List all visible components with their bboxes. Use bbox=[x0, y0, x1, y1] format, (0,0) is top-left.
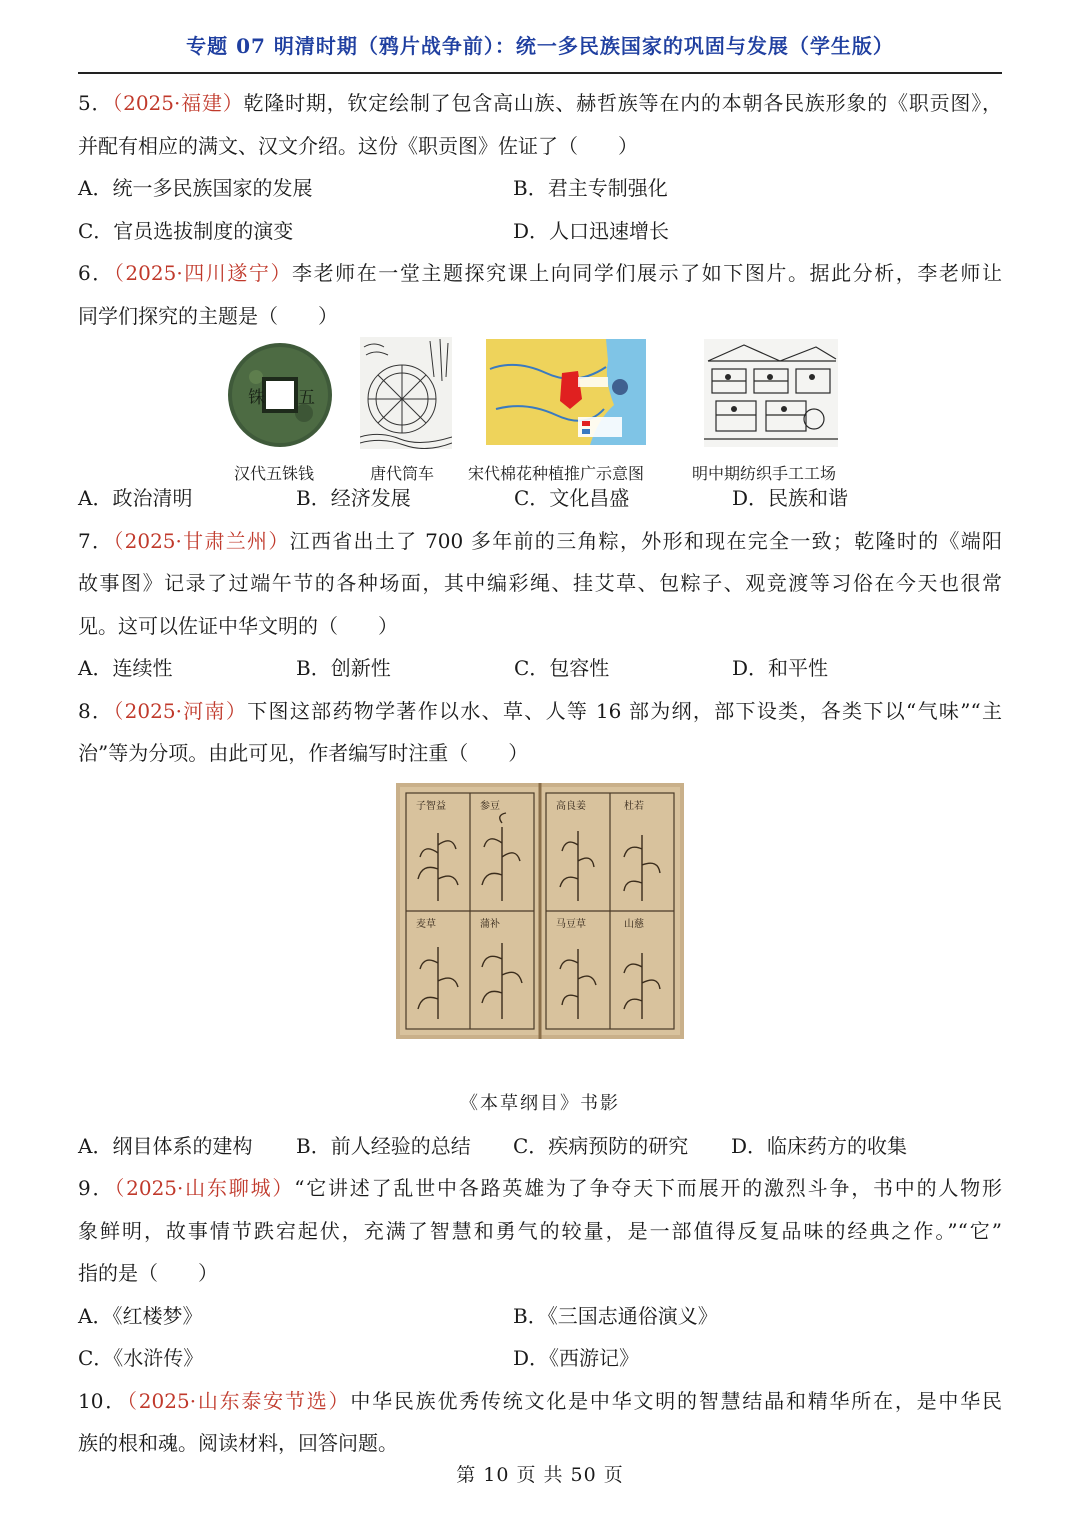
q5-text-1: 乾隆时期，钦定绘制了包含高山族、赫哲族等在内的本朝各民族形象的《职贡图》， bbox=[243, 91, 1002, 115]
q9-options-row-1 bbox=[78, 1295, 1002, 1338]
book-label-6: 蒲补 bbox=[480, 918, 500, 930]
q6-figure-row bbox=[78, 337, 1002, 483]
q6-number: 6． bbox=[78, 261, 114, 285]
q9-option-d[interactable]: D．《西游记》 bbox=[513, 1346, 640, 1370]
book-label-7: 马豆草 bbox=[556, 918, 586, 930]
q8-line-1 bbox=[78, 690, 1002, 733]
q8-option-b[interactable]: B．前人经验的总结 bbox=[296, 1133, 471, 1158]
coin-image bbox=[226, 341, 334, 449]
q8-option-a[interactable]: A．纲目体系的建构 bbox=[78, 1133, 253, 1158]
coin-char-wu: 五 bbox=[298, 388, 315, 408]
q8-text-2: 治”等为分项。由此可见，作者编写时注重（ ） bbox=[78, 741, 529, 765]
q10-number: 10． bbox=[78, 1388, 128, 1413]
book-label-8: 山慈 bbox=[624, 918, 644, 930]
q6-source: （2025·四川遂宁） bbox=[113, 261, 293, 285]
q7-option-a[interactable]: A．连续性 bbox=[78, 656, 173, 680]
q8-options-row bbox=[78, 1125, 1002, 1168]
caption-tang-waterwheel: 唐代筒车 bbox=[370, 464, 435, 483]
q5-option-c[interactable]: C．官员选拔制度的演变 bbox=[78, 218, 294, 243]
book-label-4: 杜若 bbox=[624, 800, 644, 812]
q8-option-d[interactable]: D．临床药方的收集 bbox=[731, 1133, 908, 1158]
q7-line-1 bbox=[78, 520, 1002, 563]
q5-text-2: 并配有相应的满文、汉文介绍。这份《职贡图》佐证了（ ） bbox=[78, 133, 638, 158]
book-label-1: 子智益 bbox=[416, 800, 446, 812]
map-image bbox=[486, 339, 646, 445]
caption-han-coin: 汉代五铢钱 bbox=[234, 464, 315, 483]
page-header-title: 专题 07 明清时期（鸦片战争前）：统一多民族国家的巩固与发展（学生版） bbox=[186, 34, 894, 58]
q5-option-a[interactable]: A．统一多民族国家的发展 bbox=[78, 176, 313, 200]
q7-options-row bbox=[78, 647, 1002, 690]
q9-text-3: 指的是（ ） bbox=[78, 1261, 218, 1285]
page-content bbox=[78, 82, 1002, 1465]
q7-option-b[interactable]: B．创新性 bbox=[296, 656, 391, 680]
q7-option-c[interactable]: C．包容性 bbox=[514, 656, 610, 680]
header-rule bbox=[78, 72, 1002, 74]
q5-line-1 bbox=[78, 82, 1002, 125]
q5-option-d[interactable]: D．人口迅速增长 bbox=[513, 218, 670, 243]
q10-line-1 bbox=[78, 1380, 1002, 1423]
q5-options-row-2 bbox=[78, 210, 1002, 253]
q9-options-row-2 bbox=[78, 1337, 1002, 1380]
q9-line-1 bbox=[78, 1167, 1002, 1210]
q10-text-1: 中华民族优秀传统文化是中华文明的智慧结晶和精华所在，是中华民 bbox=[350, 1388, 1002, 1413]
q10-source: （2025·山东泰安节选） bbox=[127, 1388, 351, 1413]
q9-option-a[interactable]: A．《红楼梦》 bbox=[78, 1303, 203, 1328]
q10-text-2: 族的根和魂。阅读材料，回答问题。 bbox=[78, 1431, 398, 1455]
caption-song-cotton-map: 宋代棉花种植推广示意图 bbox=[468, 464, 645, 483]
coin-char-zhu: 铢 bbox=[248, 388, 265, 408]
q5-number: 5． bbox=[78, 91, 113, 115]
q6-text-2: 同学们探究的主题是（ ） bbox=[78, 303, 338, 328]
q9-option-c[interactable]: C．《水浒传》 bbox=[78, 1346, 204, 1370]
q7-text-2: 故事图》记录了过端午节的各种场面，其中编彩绳、挂艾草、包粽子、观竞渡等习俗在今天也很常 bbox=[78, 571, 1002, 595]
page-footer: 第 10 页 共 50 页 bbox=[456, 1464, 624, 1486]
book-label-5: 麦草 bbox=[416, 918, 436, 930]
q5-source: （2025·福建） bbox=[112, 91, 244, 115]
q8-number: 8． bbox=[78, 698, 114, 723]
q7-text-1: 江西省出土了 700 多年前的三角粽，外形和现在完全一致；乾隆时的《端阳 bbox=[289, 528, 1002, 553]
caption-ming-workshop: 明中期纺织手工工场 bbox=[692, 464, 837, 483]
q9-source: （2025·山东聊城） bbox=[114, 1176, 295, 1200]
q8-source: （2025·河南） bbox=[113, 698, 248, 723]
q9-option-b[interactable]: B．《三国志通俗演义》 bbox=[513, 1303, 718, 1328]
q6-line-1 bbox=[78, 252, 1002, 295]
book-label-3: 高良姜 bbox=[556, 800, 586, 812]
q6-option-d[interactable]: D．民族和谐 bbox=[732, 486, 849, 510]
book-caption: 《本草纲目》书影 bbox=[460, 1092, 620, 1114]
q7-number: 7． bbox=[78, 528, 114, 553]
q6-option-c[interactable]: C．文化昌盛 bbox=[514, 486, 630, 510]
q5-option-b[interactable]: B．君主专制强化 bbox=[513, 176, 668, 200]
q6-text-1: 李老师在一堂主题探究课上向同学们展示了如下图片。据此分析，李老师让 bbox=[292, 261, 1002, 285]
bencao-book-image bbox=[396, 783, 684, 1039]
q9-number: 9． bbox=[78, 1176, 115, 1200]
waterwheel-image bbox=[360, 337, 452, 449]
q7-source: （2025·甘肃兰州） bbox=[113, 528, 290, 553]
q6-option-b[interactable]: B．经济发展 bbox=[296, 486, 411, 510]
workshop-image bbox=[704, 339, 838, 447]
q7-text-3: 见。这可以佐证中华文明的（ ） bbox=[78, 613, 398, 638]
q8-text-1: 下图这部药物学著作以水、草、人等 16 部为纲，部下设类，各类下以“气味”“主 bbox=[247, 698, 1002, 723]
q5-options-row-1 bbox=[78, 167, 1002, 210]
q9-text-2: 象鲜明，故事情节跌宕起伏，充满了智慧和勇气的较量，是一部值得反复品味的经典之作。”“它” bbox=[78, 1218, 1002, 1243]
q8-book-figure bbox=[78, 775, 1002, 1083]
q9-text-1: “它讲述了乱世中各路英雄为了争夺天下而展开的激烈斗争，书中的人物形 bbox=[294, 1176, 1002, 1200]
q7-option-d[interactable]: D．和平性 bbox=[732, 656, 829, 680]
book-label-2: 参豆 bbox=[480, 800, 500, 812]
q8-option-c[interactable]: C．疾病预防的研究 bbox=[513, 1133, 689, 1158]
q6-option-a[interactable]: A．政治清明 bbox=[78, 486, 193, 510]
